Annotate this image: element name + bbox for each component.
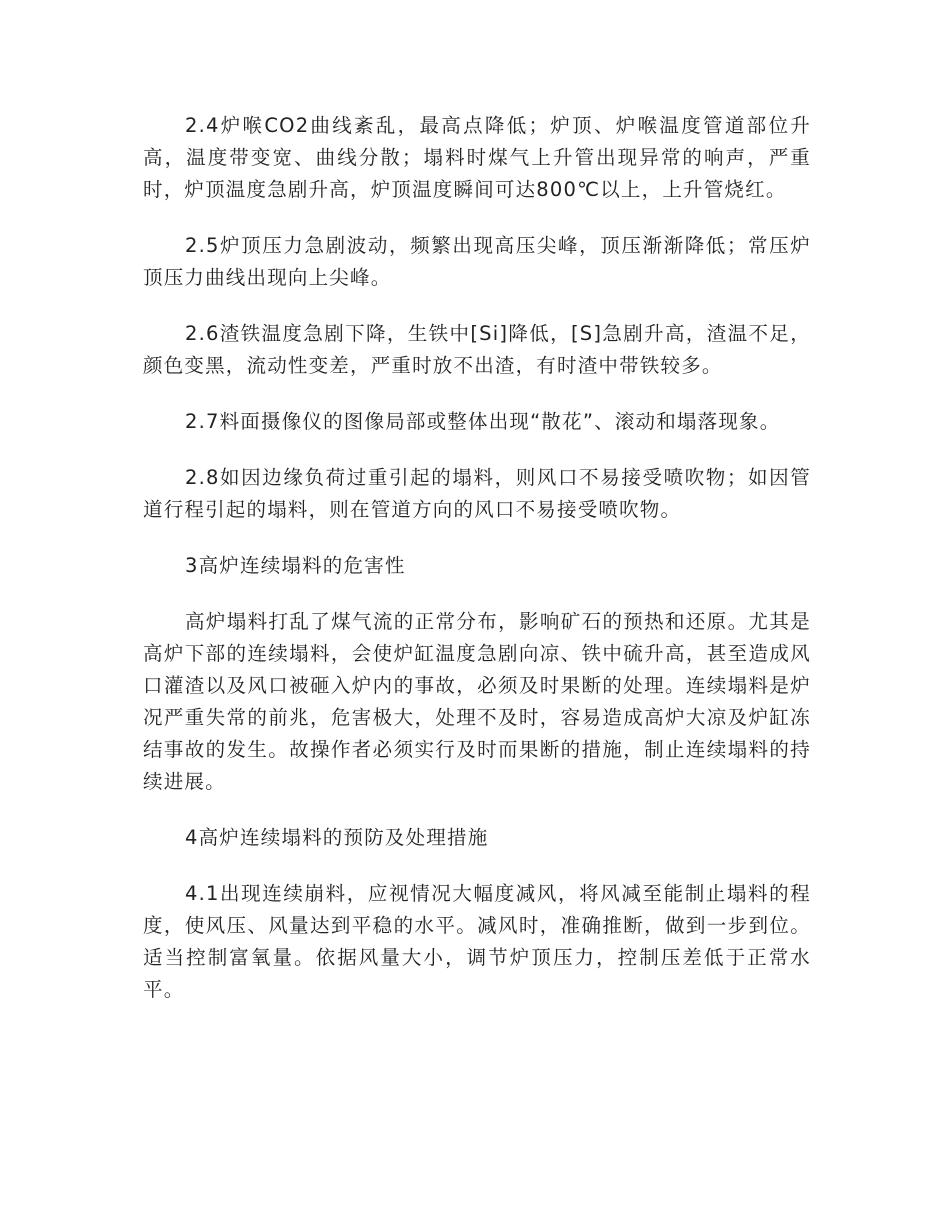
paragraph-2-7: 2.7料面摄像仪的图像局部或整体出现“散花”、滚动和塌落现象。	[185, 410, 781, 433]
section-heading-3: 3高炉连续塌料的危害性	[185, 554, 406, 577]
document-page	[143, 110, 811, 1030]
paragraph-2-5: 2.5炉顶压力急剧波动，频繁出现高压尖峰，顶压渐渐降低；常压炉顶压力曲线出现向上尖峰。	[143, 234, 811, 289]
paragraph-4-1: 4.1出现连续崩料，应视情况大幅度减风，将风减至能制止塌料的程度，使风压、风量达到平稳的水平。减风时，准确推断，做到一步到位。适当控制富氧量。依据风量大小，调节炉顶压力，控制压差低于正常水平。	[143, 882, 811, 1001]
paragraph-2-6: 2.6渣铁温度急剧下降，生铁中[Si]降低，[S]急剧升高，渣温不足，颜色变黑，流动性变差，严重时放不出渣，有时渣中带铁较多。	[143, 322, 811, 377]
paragraph-2-4: 2.4炉喉CO2曲线紊乱，最高点降低；炉顶、炉喉温度管道部位升高，温度带变宽、曲线分散；塌料时煤气上升管出现异常的响声，严重时，炉顶温度急剧升高，炉顶温度瞬间可达800℃以上，上升管烧红。	[143, 114, 811, 201]
paragraph-2-8: 2.8如因边缘负荷过重引起的塌料，则风口不易接受喷吹物；如因管道行程引起的塌料，则在管道方向的风口不易接受喷吹物。	[143, 466, 811, 521]
paragraph-3-body: 高炉塌料打乱了煤气流的正常分布，影响矿石的预热和还原。尤其是高炉下部的连续塌料，会使炉缸温度急剧向凉、铁中硫升高，甚至造成风口灌渣以及风口被砸入炉内的事故，必须及时果断的处理。连续塌料是炉况严重失常的前兆，危害极大，处理不及时，容易造成高炉大凉及炉缸冻结事故的发生。故操作者必须实行及时而果断的措施，制止连续塌料的持续进展。	[143, 610, 811, 793]
section-heading-4: 4高炉连续塌料的预防及处理措施	[185, 826, 489, 849]
